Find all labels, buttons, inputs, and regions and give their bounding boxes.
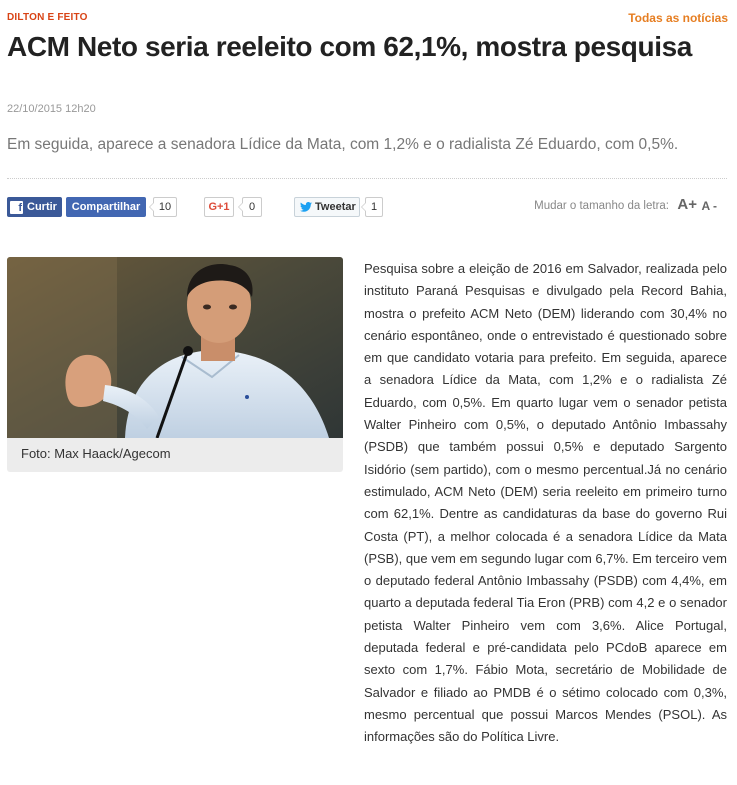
twitter-bird-icon: [300, 202, 312, 212]
facebook-like-button[interactable]: [7, 197, 62, 217]
gplus-count: 0: [242, 197, 262, 217]
article-lead: Em seguida, aparece a senadora Lídice da Mata, com 1,2% e o radialista Zé Eduardo, com 0,5%.: [7, 136, 679, 153]
article-date: 22/10/2015 12h20: [7, 103, 96, 115]
facebook-icon: f: [10, 201, 23, 214]
facebook-like-label: Curtir: [27, 201, 57, 213]
tweet-count: 1: [365, 197, 383, 217]
facebook-share-count: 10: [153, 197, 177, 217]
photo-caption: Foto: Max Haack/Agecom: [21, 446, 171, 461]
font-decrease-button[interactable]: A -: [701, 199, 717, 213]
article-body: Pesquisa sobre a eleição de 2016 em Salvador, realizada pelo instituto Paraná Pesquisas e divulgado pela Record Bahia, mostra o prefeito ACM Neto (DEM) liderando com 30,4% no cenário espontâneo, onde o entrevistado é questionado sobre em que candidato votaria para prefeito. Em seguida, aparece a senadora Lídice da Mata, com 1,2% e o radialista Zé Eduardo, com 0,5%. Em quarto lugar vem o senador petista Walter Pinheiro com 0,5%, o deputado Antônio Imbassahy (PSDB) que também possui 0,5% e deputado Sargento Isidório (sem partido), com o mesmo percentual.Já no cenário estimulado, ACM Neto (DEM) seria reeleito em primeiro turno com 62,1%. Dentre as candidaturas da base do governo Rui Costa (PT), a melhor colocada é a senadora Lídice da Mata (PSB), que vem em segundo lugar com 6,7%. Em terceiro vem o deputado federal Antônio Imbassahy (PSDB) com 4,4%, em quarto a deputada federal Tia Eron (PRB) com 4,2 e o senador petista Walter Pinheiro vem com 3,6%. Alice Portugal, deputada federal e pré-candidata pelo PCdoB aparece em sexto com 1,7%. Fábio Mota, secretário de Mobilidade de Salvador e filiado ao PMDB é o sétimo colocado com 0,3%, mesmo percentual que possui Marcos Mendes (PSOL). As informações são do Política Livre.: [364, 261, 727, 745]
facebook-share-button[interactable]: [66, 197, 146, 217]
article-title: ACM Neto seria reeleito com 62,1%, mostra pesquisa: [7, 31, 692, 62]
gplus-button[interactable]: [204, 197, 234, 217]
all-news-link[interactable]: Todas as notícias: [628, 11, 728, 25]
divider: [7, 178, 727, 179]
tweet-button[interactable]: [294, 197, 360, 217]
facebook-share-label: Compartilhar: [71, 201, 141, 213]
tweet-label: Tweetar: [315, 201, 356, 213]
share-bar: [7, 197, 727, 219]
gplus-label: G+1: [208, 201, 230, 213]
font-increase-button[interactable]: A+: [677, 196, 697, 213]
font-size-label: Mudar o tamanho da letra:: [534, 200, 669, 212]
article-photo: [7, 257, 343, 438]
article-figure: [7, 257, 343, 472]
category-label[interactable]: DILTON E FEITO: [7, 12, 88, 23]
